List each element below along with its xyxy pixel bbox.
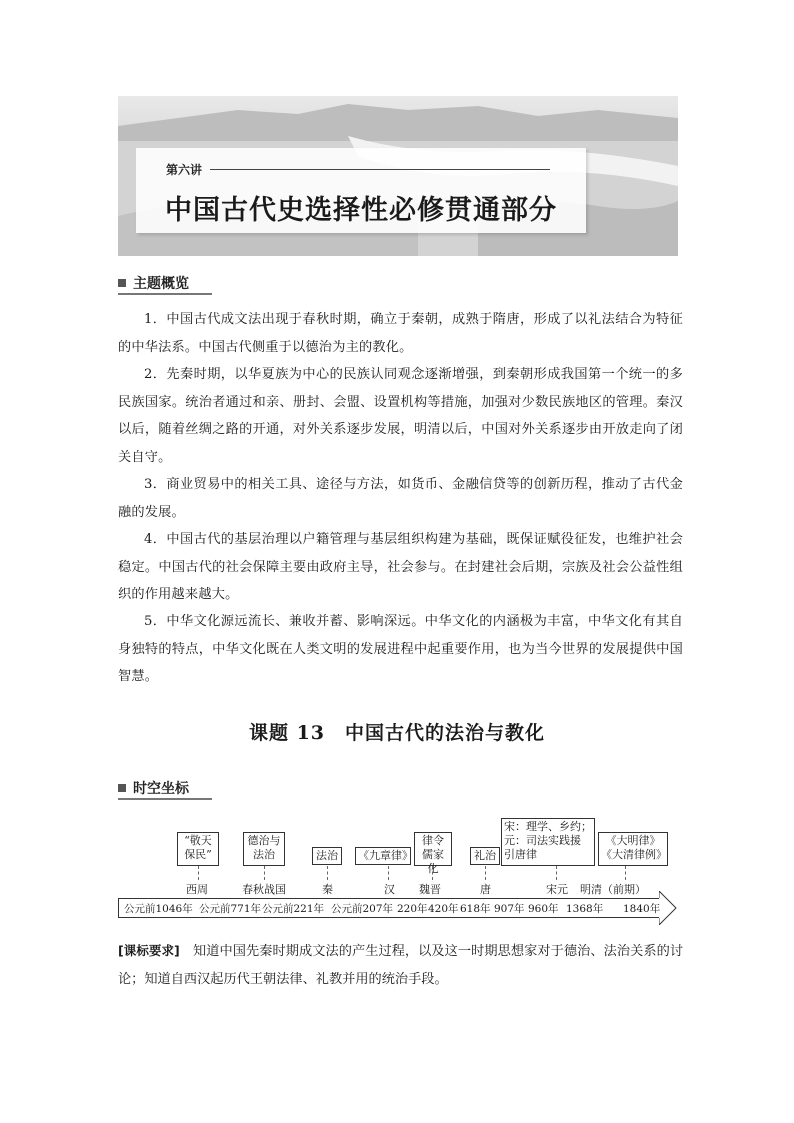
timeline-event-box: 德治与 法治 (243, 832, 285, 866)
timeline-year-label: 420年 (428, 903, 459, 915)
timeline-event-box: 《九章律》 (355, 847, 411, 865)
overview-section-header (118, 273, 212, 293)
timeline-year-label: 220年 (397, 903, 428, 915)
timeline-year-label: 618年 (460, 903, 491, 915)
timeline-header-text: 时空坐标 (133, 781, 189, 797)
timeline-era-label: 西周 (186, 883, 208, 896)
timeline-era-label: 宋元 (546, 883, 568, 896)
lecture-divider-line (210, 169, 550, 170)
timeline-connector (198, 866, 199, 880)
timeline-connector (556, 866, 557, 880)
timeline-section-header (118, 778, 212, 798)
timeline-event-box: “敬天 保民” (177, 832, 219, 866)
timeline-event-box: 宋：理学、乡约； 元：司法实践援 引唐律 (501, 818, 595, 866)
timeline-event-box: 法治 (312, 847, 342, 865)
timeline-era-label: 魏晋 (419, 883, 441, 896)
requirement-text: 知道中国先秦时期成文法的产生过程，以及这一时期思想家对于德治、法治关系的讨论；知道自西汉起历代王朝法律、礼教并用的统治手段。 (118, 944, 684, 987)
timeline-era-label: 秦 (322, 883, 333, 896)
curriculum-requirement (118, 937, 683, 994)
timeline-connector (625, 866, 626, 880)
header-underline (118, 798, 212, 800)
lecture-title: 中国古代史选择性必修贯通部分 (165, 195, 557, 226)
lecture-number: 第六讲 (166, 163, 203, 177)
header-underline (118, 293, 212, 295)
overview-paragraph: 4．中国古代的基层治理以户籍管理与基层组织构建为基础，既保证赋役征发，也维护社会稳定。中国古代的社会保障主要由政府主导，社会参与。在封建社会后期，宗族及社会公益性组织的作用越来越大。 (118, 532, 683, 602)
timeline-year-label: 公元前221年 (262, 903, 325, 915)
timeline-event-box: 律令 儒家化 (414, 832, 452, 866)
timeline-era-label: 春秋战国 (242, 883, 286, 896)
square-bullet-icon (118, 279, 126, 287)
timeline-connector (264, 866, 265, 880)
timeline-connector (388, 866, 389, 880)
overview-paragraph: 1．中国古代成文法出现于春秋时期，确立于秦朝，成熟于隋唐，形成了以礼法结合为特征的中华法系。中国古代侧重于以德治为主的教化。 (118, 312, 683, 355)
overview-paragraph: 2．先秦时期，以华夏族为中心的民族认同观念逐渐增强，到秦朝形成我国第一个统一的多民族国家。统治者通过和亲、册封、会盟、设置机构等措施，加强对少数民族地区的管理。秦汉以后，随着丝绸之路的开通，对外关系逐步发展，明清以后，中国对外关系逐步由开放走向了闭关自守。 (118, 367, 683, 465)
timeline-connector (327, 866, 328, 880)
timeline-arrow-icon (659, 891, 677, 925)
timeline-era-label: 明清（前期） (580, 883, 646, 896)
timeline-event-box: 《大明律》 《大清律例》 (598, 832, 668, 866)
timeline-connector (432, 866, 433, 880)
overview-paragraph: 3．商业贸易中的相关工具、途径与方法，如货币、金融信贷等的创新历程，推动了古代金融的发展。 (118, 477, 683, 520)
timeline-event-box: 礼治 (470, 847, 500, 865)
timeline-year-label: 公元前771年 (199, 903, 262, 915)
timeline-era-label: 唐 (480, 883, 491, 896)
requirement-tag: [课标要求] (118, 943, 180, 958)
square-bullet-icon (118, 784, 126, 792)
timeline-year-label: 公元前1046年 (124, 903, 193, 915)
overview-paragraph: 5．中华文化源远流长、兼收并蓄、影响深远。中华文化的内涵极为丰富，中华文化有其自身独特的特点，中华文化既在人类文明的发展进程中起重要作用，也为当今世界的发展提供中国智慧。 (118, 614, 683, 684)
timeline-connector (485, 866, 486, 880)
overview-header-text: 主题概览 (133, 276, 189, 292)
timeline-year-label: 960年 (528, 903, 559, 915)
timeline-era-label: 汉 (384, 883, 395, 896)
topic-title: 课题 13 中国古代的法治与教化 (248, 722, 546, 744)
timeline-year-label: 1368年 (566, 903, 604, 915)
timeline-year-label: 907年 (494, 903, 525, 915)
timeline-year-label: 1840年 (623, 903, 661, 915)
timeline-year-label: 公元前207年 (331, 903, 394, 915)
